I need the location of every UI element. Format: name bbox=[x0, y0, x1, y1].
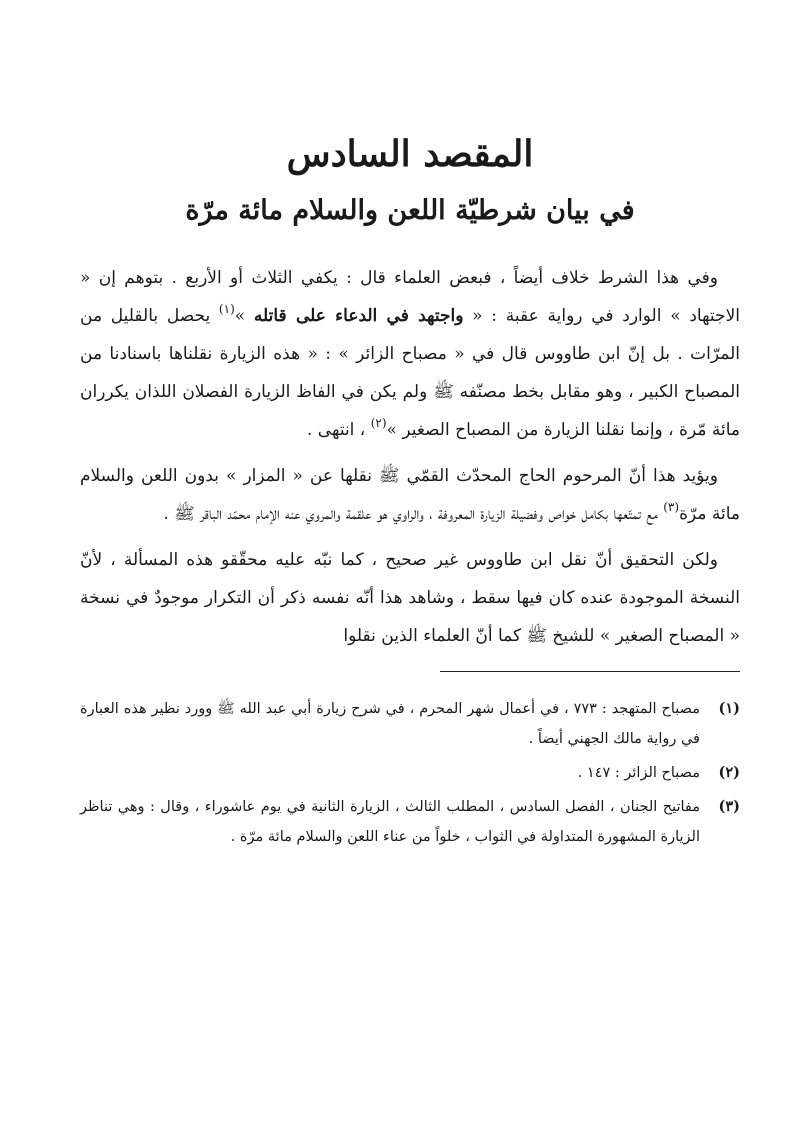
paragraph-1-text-a: وفي هذا الشرط خلاف أيضاً ، فبعض العلماء قال : يكفي الثلاث أو الأربع . بتوهم إن « الاجتهاد » الوارد في رواية عقبة : « bbox=[80, 268, 740, 327]
paragraph-1 bbox=[80, 259, 740, 449]
paragraph-1-text-b: يحصل بالقليل من المرّات . بل إنّ ابن طاووس قال في « مصباح الزائر » : « هذه الزيارة نقلناها باسنادنا من المصباح الكبير ، وهو مقابل بخط مصنّفه ﷺ ولم يكن في الفاظ الزيارة الفصلان اللذان يكرران مائة مّرة ، وإنما نقلنا الزيارة من المصباح الصغير » bbox=[80, 306, 740, 441]
footnote-text: مصباح الزائر : ١٤٧ . bbox=[577, 765, 700, 782]
footnote-3 bbox=[80, 792, 740, 852]
paragraph-3: ولكن التحقيق أنّ نقل ابن طاووس غير صحيح ، كما نبّه عليه محقّقو هذه المسألة ، لأنّ النسخة الموجودة عنده كان فيها سقط ، وشاهد هذا أنّه نفسه ذكر أن التكرار موجودٌ في نسخة « المصباح الصغير » للشيخ ﷺ كما أنّ العلماء الذين نقلوا bbox=[80, 550, 740, 647]
paragraph-1-quote-close: » bbox=[234, 306, 254, 327]
footnote-ref-1: (١) bbox=[218, 302, 235, 317]
footnote-divider bbox=[440, 671, 740, 672]
footnote-ref-2: (٢) bbox=[370, 416, 387, 431]
paragraph-1-text-c: ، انتهى . bbox=[307, 420, 371, 441]
footnote-ref-3: (٣) bbox=[663, 500, 680, 515]
footnotes bbox=[80, 694, 740, 852]
paragraph-2-text-b: مع تمتّعها بكامل خواص وفضيلة الزيارة المعروفة ، والراوي هو علقمة والمروي عنه الإمام محمّد الباقر ﷺ . bbox=[163, 504, 664, 525]
footnote-number: (٣) bbox=[718, 798, 740, 816]
footnote-text: مصباح المتهجد : ٧٧٣ ، في أعمال شهر المحرم ، في شرح زيارة أبي عبد الله ﷺ وورد نظير هذه العبارة في رواية مالك الجهني أيضاً . bbox=[80, 701, 700, 748]
chapter-subtitle: في بيان شرطيّة اللعن والسلام مائة مرّة bbox=[185, 194, 635, 226]
paragraph-2-text-a: ويؤيد هذا أنّ المرحوم الحاج المحدّث القمّي ﷺ نقلها عن « المزار » بدون اللعن والسلام مائة مرّة bbox=[80, 466, 740, 525]
paragraph-2 bbox=[80, 457, 740, 533]
footnote-number: (١) bbox=[718, 700, 740, 718]
chapter-title: المقصد السادس bbox=[286, 133, 534, 175]
footnote-1 bbox=[80, 694, 740, 754]
footnote-2 bbox=[80, 758, 740, 788]
footnote-text: مفاتيح الجنان ، الفصل السادس ، المطلب الثالث ، الزيارة الثانية في يوم عاشوراء ، وقال : وهي تناظر الزيارة المشهورة المتداولة في الثواب ، خلواً من عناء اللعن والسلام مائة مرّة . bbox=[80, 799, 700, 846]
hadith-quote: واجتهد في الدعاء على قاتله bbox=[253, 306, 464, 327]
footnote-number: (٢) bbox=[718, 764, 740, 782]
book-page bbox=[80, 130, 740, 856]
